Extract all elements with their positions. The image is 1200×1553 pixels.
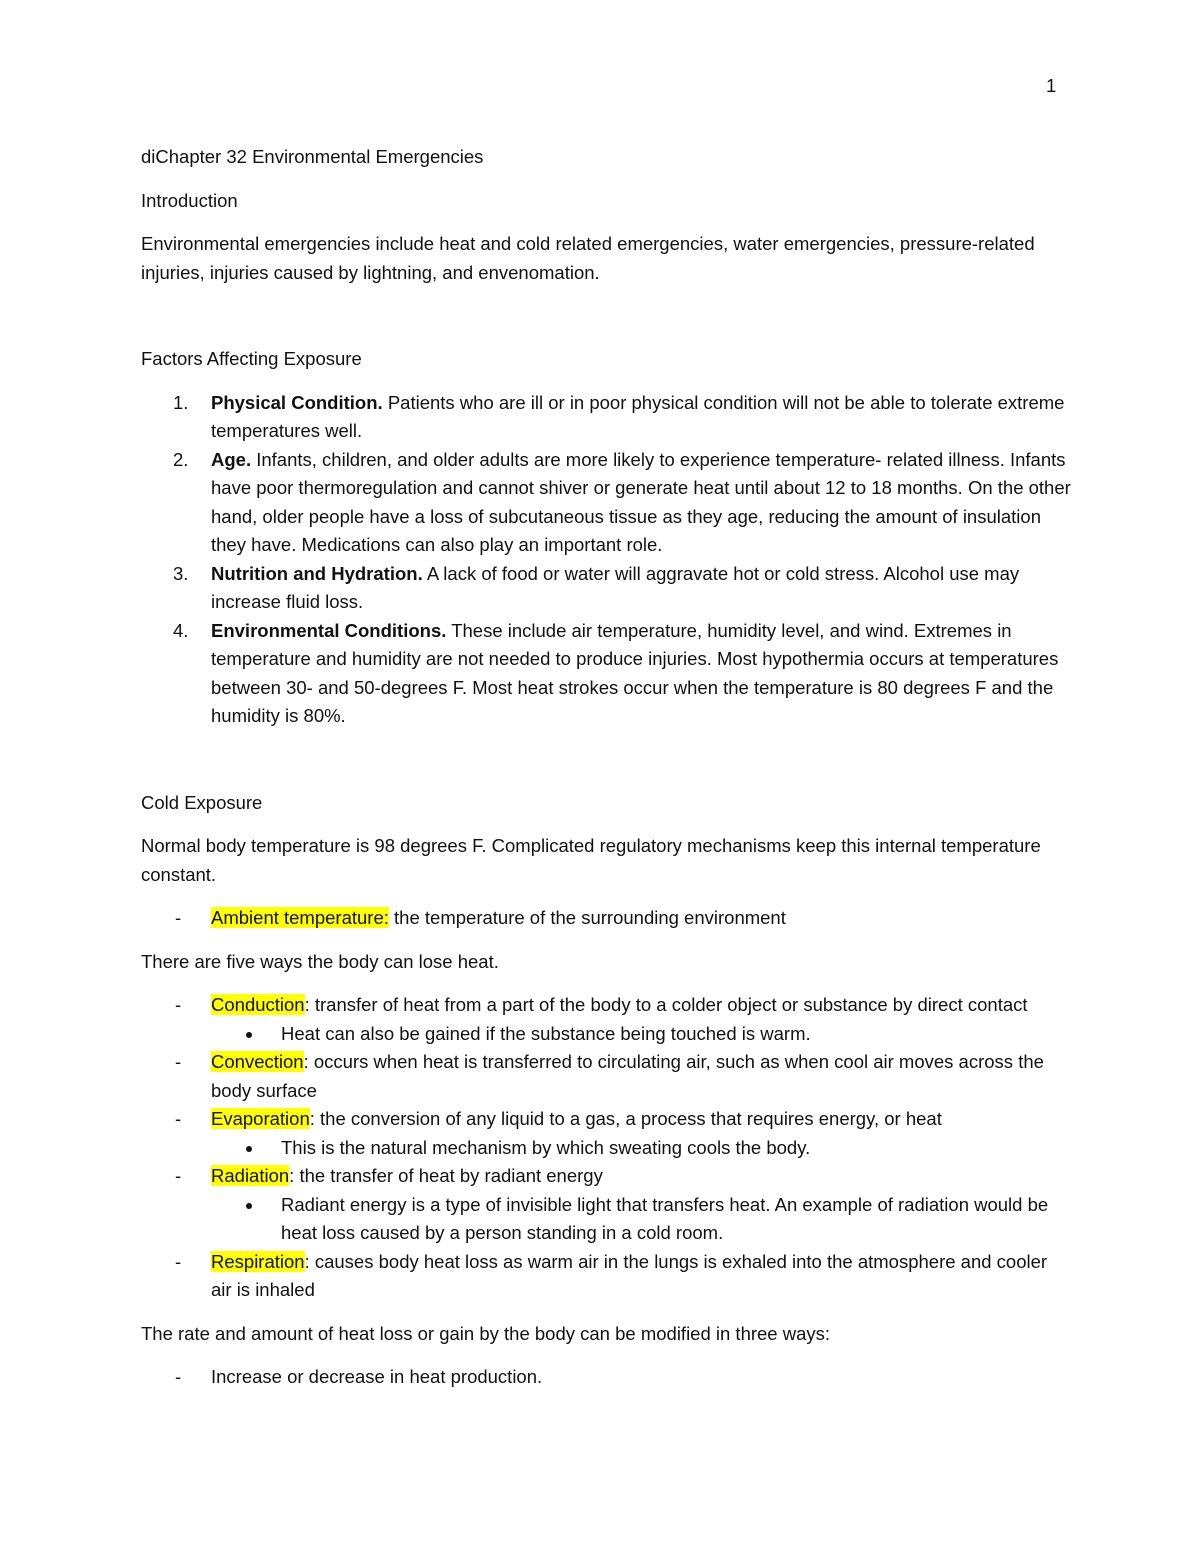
factor-term: Environmental Conditions.: [211, 619, 447, 641]
factor-number: 3.: [173, 562, 189, 584]
factors-heading: Factors Affecting Exposure: [141, 348, 362, 369]
factor-item: [141, 389, 1071, 446]
respiration-term: Respiration: [211, 1250, 305, 1272]
heat-loss-item-radiation: [141, 1162, 1071, 1248]
conduction-note: Heat can also be gained if the substance being touched is warm.: [281, 1022, 811, 1044]
document-body: [141, 143, 1071, 1407]
ambient-definition: the temperature of the surrounding environment: [388, 907, 786, 928]
ambient-term: Ambient temperature: [211, 907, 384, 928]
factor-term: Physical Condition.: [211, 391, 383, 413]
heat-loss-item-conduction: [141, 991, 1071, 1048]
bullet-dot-icon: [246, 1146, 252, 1152]
factors-list: [141, 389, 1071, 731]
heat-loss-list: [141, 991, 1071, 1305]
cold-exposure-heading: Cold Exposure: [141, 791, 263, 813]
sub-bullet-item: [211, 1191, 1071, 1248]
heat-loss-item-convection: [141, 1048, 1071, 1105]
dash-marker: -: [175, 907, 182, 928]
dash-marker: -: [175, 1366, 182, 1387]
factor-term: Nutrition and Hydration.: [211, 562, 423, 584]
spacer: [141, 746, 1071, 789]
page-number: 1: [1046, 75, 1057, 96]
ambient-list: [141, 904, 1071, 933]
factor-number: 2.: [173, 448, 189, 470]
factor-term: Age.: [211, 448, 252, 470]
dash-marker: -: [175, 1108, 182, 1129]
ambient-colon: :: [383, 907, 389, 928]
conduction-definition: : transfer of heat from a part of the body to a colder object or substance by direct contact: [304, 994, 1028, 1015]
evaporation-definition: : the conversion of any liquid to a gas, a process that requires energy, or heat: [309, 1108, 942, 1129]
factor-number: 1.: [173, 391, 189, 413]
sub-bullet-item: [211, 1020, 1071, 1049]
conduction-sublist: [211, 1020, 1071, 1049]
heat-loss-item-respiration: [141, 1248, 1071, 1305]
radiation-note: Radiant energy is a type of invisible light that transfers heat. An example of radiation would be heat loss caused by a person standing in a cold room.: [281, 1193, 1049, 1243]
factor-text: Patients who are ill or in poor physical condition will not be able to tolerate extreme temperatures well.: [211, 391, 1065, 441]
modify-item: [141, 1363, 1071, 1392]
cold-exposure-intro: Normal body temperature is 98 degrees F. Complicated regulatory mechanisms keep this internal temperature constant.: [141, 835, 1041, 885]
dash-marker: -: [175, 994, 182, 1015]
factor-number: 4.: [173, 619, 189, 641]
spacer: [141, 302, 1071, 345]
document-title: diChapter 32 Environmental Emergencies: [141, 146, 484, 167]
radiation-definition: : the transfer of heat by radiant energy: [289, 1165, 603, 1186]
bullet-dot-icon: [246, 1032, 252, 1038]
dash-marker: -: [175, 1051, 182, 1072]
modify-list: [141, 1363, 1071, 1392]
factor-item: [141, 446, 1071, 560]
factor-text: These include air temperature, humidity level, and wind. Extremes in temperature and humidity are not needed to produce injuries. Most hypothermia occurs at temperatures between 30- and 50-degrees F. Most heat strokes occur when the temperature is 80 degrees F and the humidity is 80%.: [211, 619, 1059, 726]
factor-item: [141, 560, 1071, 617]
factor-text: A lack of food or water will aggravate hot or cold stress. Alcohol use may increase fluid loss.: [211, 562, 1020, 612]
ambient-item: [141, 904, 1071, 933]
respiration-definition: : causes body heat loss as warm air in the lungs is exhaled into the atmosphere and cooler air is inhaled: [211, 1250, 1048, 1300]
conduction-term: Conduction: [211, 994, 305, 1015]
evaporation-sublist: [211, 1134, 1071, 1163]
factor-text: Infants, children, and older adults are more likely to experience temperature- related illness. Infants have poor thermoregulation and cannot shiver or generate heat until about 12 to 18 months. On the other hand, older people have a loss of subcutaneous tissue as they age, reducing the amount of insulation they have. Medications can also play an important role.: [211, 448, 1071, 555]
radiation-sublist: [211, 1191, 1071, 1248]
five-ways-intro: There are five ways the body can lose heat.: [141, 950, 499, 972]
bullet-dot-icon: [246, 1203, 252, 1209]
convection-definition: : occurs when heat is transferred to circulating air, such as when cool air moves across the body surface: [211, 1051, 1044, 1101]
dash-marker: -: [175, 1165, 182, 1186]
radiation-term: Radiation: [211, 1165, 290, 1186]
factor-item: [141, 617, 1071, 731]
modify-intro: The rate and amount of heat loss or gain by the body can be modified in three ways:: [141, 1322, 831, 1344]
heat-loss-item-evaporation: [141, 1105, 1071, 1162]
convection-term: Convection: [211, 1051, 304, 1072]
introduction-text: Environmental emergencies include heat and cold related emergencies, water emergencies, pressure-related injuries, injuries caused by lightning, and envenomation.: [141, 233, 1035, 283]
evaporation-term: Evaporation: [211, 1108, 310, 1129]
dash-marker: -: [175, 1250, 182, 1272]
modify-item-text: Increase or decrease in heat production.: [211, 1366, 543, 1387]
evaporation-note: This is the natural mechanism by which sweating cools the body.: [281, 1136, 811, 1158]
sub-bullet-item: [211, 1134, 1071, 1163]
introduction-heading: Introduction: [141, 189, 238, 211]
